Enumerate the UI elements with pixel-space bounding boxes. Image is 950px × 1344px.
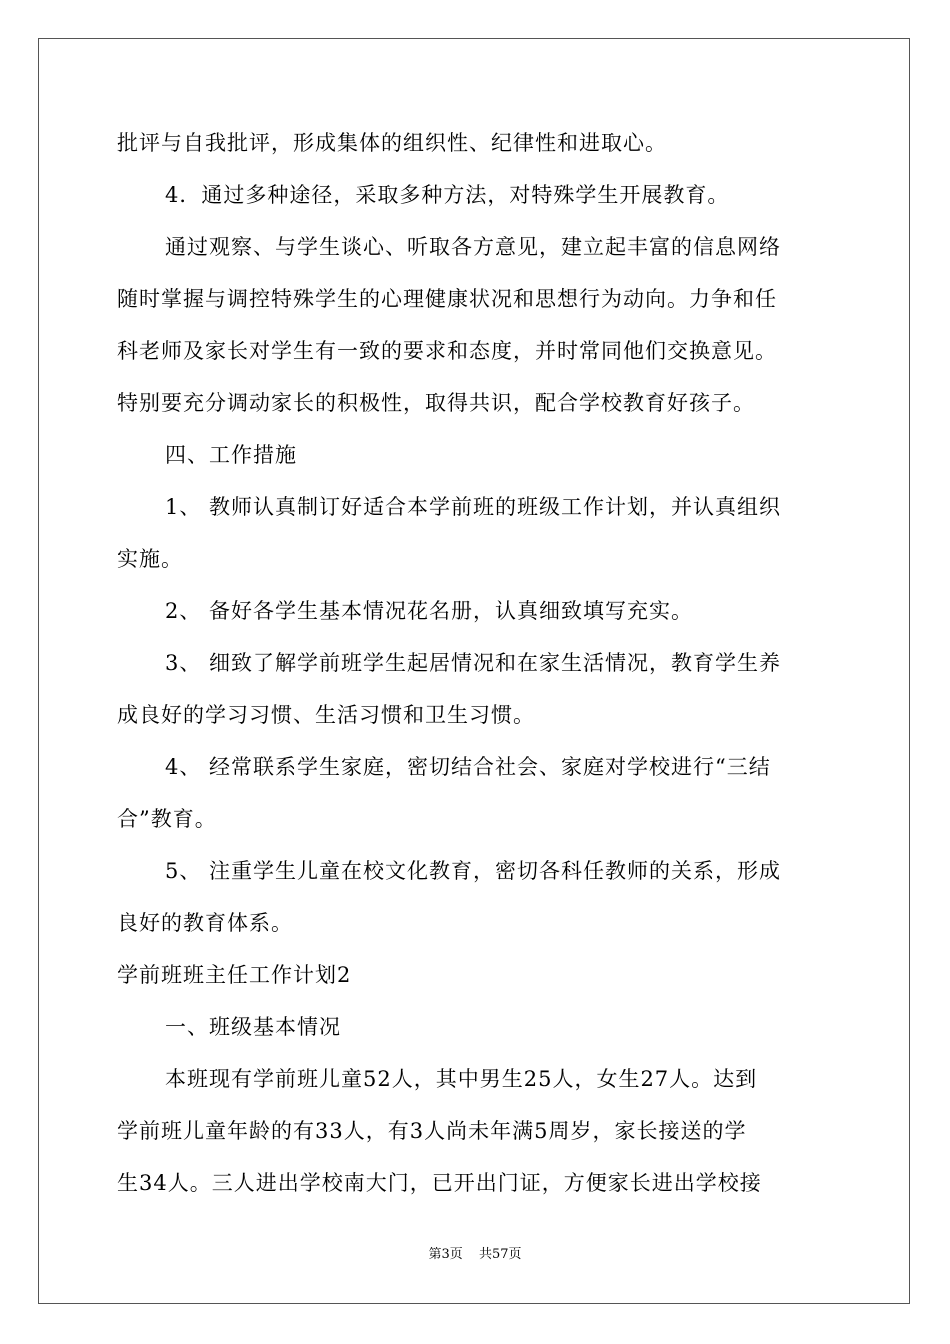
text-line: 4、 经常联系学生家庭，密切结合社会、家庭对学校进行“三结: [165, 755, 771, 779]
document-title: 学前班班主任工作计划2: [117, 963, 352, 987]
text-line: 1、 教师认真制订好适合本学前班的班级工作计划，并认真组织: [165, 495, 782, 519]
text-line: 成良好的学习习惯、生活习惯和卫生习惯。: [117, 703, 535, 727]
text-line: 科老师及家长对学生有一致的要求和态度，并时常同他们交换意见。: [117, 339, 777, 363]
text-line: 5、 注重学生儿童在校文化教育，密切各科任教师的关系，形成: [165, 859, 782, 883]
section-heading: 四、工作措施: [165, 443, 297, 467]
text-line: 特别要充分调动家长的积极性，取得共识，配合学校教育好孩子。: [117, 391, 755, 415]
text-line: 2、 备好各学生基本情况花名册，认真细致填写充实。: [165, 599, 694, 623]
text-line: 生34人。三人进出学校南大门，已开出门证，方便家长进出学校接: [117, 1171, 762, 1195]
text-line: 通过观察、与学生谈心、听取各方意见，建立起丰富的信息网络: [165, 235, 781, 259]
text-line: 随时掌握与调控特殊学生的心理健康状况和思想行为动向。力争和任: [117, 287, 777, 311]
page-number: 第3页: [428, 1247, 463, 1262]
text-line: 4．通过多种途径，采取多种方法，对特殊学生开展教育。: [165, 183, 730, 207]
text-line: 实施。: [117, 547, 183, 571]
page-footer: [0, 1243, 950, 1262]
text-line: 学前班儿童年龄的有33人，有3人尚未年满5周岁，家长接送的学: [117, 1119, 747, 1143]
text-line: 本班现有学前班儿童52人，其中男生25人，女生27人。达到: [165, 1067, 758, 1091]
page-total: 共57页: [478, 1247, 522, 1262]
text-line: 批评与自我批评，形成集体的组织性、纪律性和进取心。: [117, 131, 667, 155]
text-line: 3、 细致了解学前班学生起居情况和在家生活情况，教育学生养: [165, 651, 782, 675]
text-line: 合”教育。: [117, 807, 217, 831]
text-line: 良好的教育体系。: [117, 911, 293, 935]
section-heading: 一、班级基本情况: [165, 1015, 341, 1039]
